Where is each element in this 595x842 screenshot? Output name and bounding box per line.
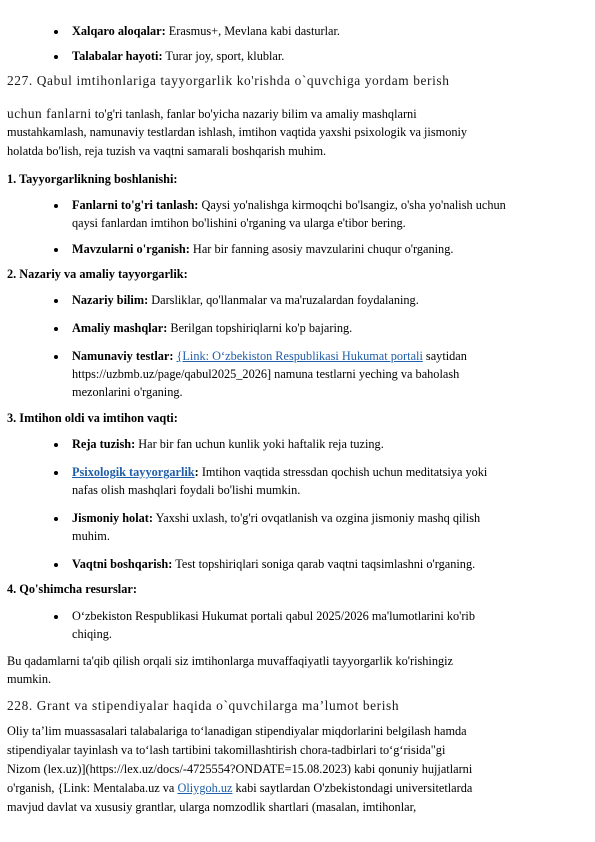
- bullet-dot: [54, 299, 58, 303]
- item-text: Darsliklar, qo'llanmalar va ma'ruzalardan foydalaning.: [148, 293, 419, 307]
- item-continuation: chiqing.: [72, 627, 112, 641]
- body-text: o'rganish, {Link: Mentalaba.uz va: [7, 781, 178, 795]
- section-heading-227: 227. Qabul imtihonlariga tayyorgarlik ko'rishda o`quvchiga yordam berish: [7, 73, 450, 88]
- item-label: Mavzularni o'rganish:: [72, 242, 190, 256]
- closing-line: Bu qadamlarni ta'qib qilish orqali siz imtihonlarga muvaffaqiyatli tayyorgarlik ko'rishingiz: [7, 654, 454, 668]
- item-label-colon: :: [194, 465, 199, 479]
- intro-text: to'g'ri tanlash, fanlar bo'yicha nazariy bilim va amaliy mashqlarni: [91, 107, 417, 121]
- list-item: [72, 464, 584, 481]
- bullet-dot: [54, 443, 58, 447]
- intro-line: [7, 105, 589, 123]
- list-item: [72, 197, 584, 214]
- body-text: kabi saytlardan O'zbekistondagi universitetlarda: [232, 781, 473, 795]
- bullet-dot: [54, 248, 58, 252]
- list-item: [72, 241, 584, 258]
- body-line: Nizom (lex.uz)](https://lex.uz/docs/-4725554?ONDATE=15.08.2023) kabi qonuniy hujjatlarni: [7, 762, 473, 776]
- oliygoh-link[interactable]: Oliygoh.uz: [177, 781, 233, 795]
- item-label: Fanlarni to'g'ri tanlash:: [72, 198, 199, 212]
- item-continuation: muhim.: [72, 529, 110, 543]
- section-heading-228: 228. Grant va stipendiyalar haqida o`quvchilarga ma’lumot berish: [7, 698, 400, 713]
- portal-link[interactable]: {Link: O‘zbekiston Respublikasi Hukumat portali: [176, 349, 423, 363]
- item-label: Xalqaro aloqalar:: [72, 24, 166, 38]
- item-continuation: https://uzbmb.uz/page/qabul2025_2026] namuna testlarni yeching va baholash: [72, 367, 460, 381]
- item-text: Qaysi yo'nalishga kirmoqchi bo'lsangiz, o'sha yo'nalish uchun: [198, 198, 506, 212]
- step-title: 3. Imtihon oldi va imtihon vaqti:: [7, 411, 178, 425]
- bullet-dot: [54, 327, 58, 331]
- item-label: Talabalar hayoti:: [72, 49, 163, 63]
- item-continuation: mezonlarini o'rganing.: [72, 385, 183, 399]
- step-title: 4. Qo'shimcha resurslar:: [7, 582, 137, 596]
- item-label: Reja tuzish:: [72, 437, 136, 451]
- item-continuation: nafas olish mashqlari foydali bo'lishi mumkin.: [72, 483, 301, 497]
- item-label: Jismoniy holat:: [72, 511, 153, 525]
- item-text: Imtihon vaqtida stressdan qochish uchun meditatsiya yoki: [198, 465, 488, 479]
- item-continuation: qaysi fanlardan imtihon bo'lishini o'rganing va ularga e'tibor bering.: [72, 216, 406, 230]
- psychology-link[interactable]: Psixologik tayyorgarlik: [72, 465, 195, 479]
- list-item: [72, 320, 584, 337]
- list-item: [72, 348, 584, 365]
- item-text: Erasmus+, Mevlana kabi dasturlar.: [165, 24, 340, 38]
- intro-subhead: uchun fanlarni: [7, 106, 92, 121]
- bullet-dot: [54, 615, 58, 619]
- item-text: Har bir fanning asosiy mavzularini chuqur o'rganing.: [189, 242, 454, 256]
- list-item: [72, 292, 584, 309]
- list-item: [72, 556, 584, 573]
- list-item: [72, 48, 584, 65]
- intro-line: mustahkamlash, namunaviy testlardan ishlash, imtihon vaqtida yaxshi psixologik va jismoniy: [7, 125, 468, 139]
- bullet-dot: [54, 204, 58, 208]
- closing-line: mumkin.: [7, 672, 52, 686]
- body-line: mavjud davlat va xususiy grantlar, ularga nomzodlik shartlari (masalan, imtihonlar,: [7, 800, 417, 814]
- list-item: O‘zbekiston Respublikasi Hukumat portali qabul 2025/2026 ma'lumotlarini ko'rib: [72, 609, 475, 623]
- step-title: 1. Tayyorgarlikning boshlanishi:: [7, 172, 178, 186]
- bullet-dot: [54, 471, 58, 475]
- item-label: Nazariy bilim:: [72, 293, 149, 307]
- step-title: 2. Nazariy va amaliy tayyorgarlik:: [7, 267, 188, 281]
- bullet-dot: [54, 517, 58, 521]
- bullet-dot: [54, 55, 58, 59]
- item-text: saytidan: [422, 349, 467, 363]
- body-line: [7, 780, 589, 797]
- item-label: Namunaviy testlar:: [72, 349, 174, 363]
- item-label: Vaqtni boshqarish:: [72, 557, 173, 571]
- body-line: stipendiyalar tayinlash va to‘lash tartibini takomillashtirish chora-tadbirlari to‘g‘risida"gi: [7, 743, 446, 757]
- body-line: Oliy ta’lim muassasalari talabalariga to‘lanadigan stipendiyalar miqdorlarini belgilash hamda: [7, 724, 467, 738]
- list-item: [72, 436, 584, 453]
- item-text: Test topshiriqlari soniga qarab vaqtni taqsimlashni o'rganing.: [172, 557, 476, 571]
- list-item: [72, 510, 584, 527]
- item-label: Amaliy mashqlar:: [72, 321, 168, 335]
- intro-line: holatda bo'lish, reja tuzish va vaqtni samarali boshqarish muhim.: [7, 144, 327, 158]
- list-item: [72, 23, 584, 40]
- item-text: Yaxshi uxlash, to'g'ri ovqatlanish va ozgina jismoniy mashq qilish: [152, 511, 481, 525]
- item-text: Har bir fan uchun kunlik yoki haftalik reja tuzing.: [135, 437, 384, 451]
- bullet-dot: [54, 563, 58, 567]
- item-text: Turar joy, sport, klublar.: [162, 49, 285, 63]
- bullet-dot: [54, 30, 58, 34]
- item-text: Berilgan topshiriqlarni ko'p bajaring.: [167, 321, 353, 335]
- bullet-dot: [54, 355, 58, 359]
